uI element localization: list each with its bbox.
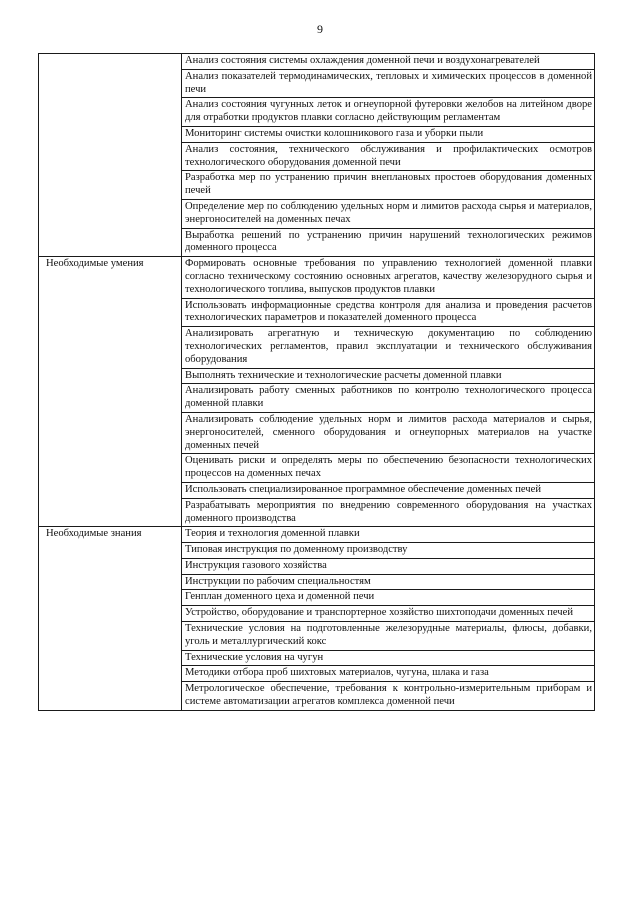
table-row xyxy=(39,412,595,453)
table-row xyxy=(39,171,595,200)
table-row xyxy=(39,527,595,543)
section-label-cell xyxy=(39,98,182,127)
item-cell: Генплан доменного цеха и доменной печи xyxy=(182,590,595,606)
item-cell: Типовая инструкция по доменному производству xyxy=(182,543,595,559)
table-row xyxy=(39,368,595,384)
table-row xyxy=(39,384,595,413)
section-label-cell xyxy=(39,228,182,257)
table-row xyxy=(39,327,595,368)
section-label-cell xyxy=(39,682,182,711)
item-cell: Выполнять технические и технологические расчеты доменной плавки xyxy=(182,368,595,384)
item-cell: Использовать специализированное программное обеспечение доменных печей xyxy=(182,482,595,498)
item-cell: Оценивать риски и определять меры по обеспечению безопасности технологических процессов на доменных печах xyxy=(182,454,595,483)
section-label-cell xyxy=(39,412,182,453)
section-label-cell xyxy=(39,574,182,590)
section-label-cell xyxy=(39,298,182,327)
item-cell: Устройство, оборудование и транспортерное хозяйство шихтоподачи доменных печей xyxy=(182,606,595,622)
item-cell: Методики отбора проб шихтовых материалов, чугуна, шлака и газа xyxy=(182,666,595,682)
table-row xyxy=(39,142,595,171)
section-label-cell xyxy=(39,527,182,543)
section-label: Необходимые знания xyxy=(46,528,142,540)
section-label-cell xyxy=(39,142,182,171)
section-label-cell xyxy=(39,606,182,622)
item-cell: Мониторинг системы очистки колошникового газа и уборки пыли xyxy=(182,126,595,142)
table-row xyxy=(39,126,595,142)
table-row xyxy=(39,574,595,590)
table-row xyxy=(39,228,595,257)
table-row xyxy=(39,558,595,574)
item-cell: Анализ состояния, технического обслуживания и профилактических осмотров технологического оборудования доменной печи xyxy=(182,142,595,171)
section-label-cell xyxy=(39,171,182,200)
section-label-cell xyxy=(39,590,182,606)
requirements-table xyxy=(38,53,595,711)
table-row xyxy=(39,69,595,98)
table-row xyxy=(39,199,595,228)
table-row xyxy=(39,98,595,127)
section-label-cell xyxy=(39,384,182,413)
item-cell: Разрабатывать мероприятия по внедрению современного оборудования на участках доменного производства xyxy=(182,498,595,527)
item-cell: Инструкция газового хозяйства xyxy=(182,558,595,574)
item-cell: Метрологическое обеспечение, требования к контрольно-измерительным приборам и системе автоматизации агрегатов комплекса доменной печи xyxy=(182,682,595,711)
page-number: 9 xyxy=(317,22,323,36)
table-row xyxy=(39,590,595,606)
section-label-cell xyxy=(39,558,182,574)
table-row xyxy=(39,54,595,70)
item-cell: Анализ состояния чугунных леток и огнеупорной футеровки желобов на литейном дворе для отработки продуктов плавки согласно действующим регламентам xyxy=(182,98,595,127)
section-label-cell xyxy=(39,69,182,98)
item-cell: Теория и технология доменной плавки xyxy=(182,527,595,543)
section-label-cell xyxy=(39,257,182,298)
item-cell: Инструкции по рабочим специальностям xyxy=(182,574,595,590)
table-row xyxy=(39,622,595,651)
section-label-cell xyxy=(39,482,182,498)
section-label-cell xyxy=(39,543,182,559)
item-cell: Технические условия на чугун xyxy=(182,650,595,666)
item-cell: Использовать информационные средства контроля для анализа и проведения расчетов технологических параметров и показателей доменного процесса xyxy=(182,298,595,327)
item-cell: Анализировать агрегатную и техническую документацию по соблюдению технологических регламентов, правил эксплуатации и технического обслуживания оборудования xyxy=(182,327,595,368)
section-label-cell xyxy=(39,622,182,651)
section-label-cell xyxy=(39,666,182,682)
table-body xyxy=(39,54,595,711)
item-cell: Выработка решений по устранению причин нарушений технологических режимов доменного процесса xyxy=(182,228,595,257)
item-cell: Анализировать соблюдение удельных норм и лимитов расхода материалов и сырья, энергоносителей, сменного оборудования и огнеупорных материалов на участке доменных печей xyxy=(182,412,595,453)
table-row xyxy=(39,257,595,298)
table-row xyxy=(39,298,595,327)
table-row xyxy=(39,543,595,559)
section-label: Необходимые умения xyxy=(46,258,144,270)
item-cell: Анализ состояния системы охлаждения доменной печи и воздухонагревателей xyxy=(182,54,595,70)
section-label-cell xyxy=(39,126,182,142)
section-label-cell xyxy=(39,327,182,368)
section-label-cell xyxy=(39,368,182,384)
item-cell: Анализировать работу сменных работников по контролю технологического процесса доменной плавки xyxy=(182,384,595,413)
table-row xyxy=(39,482,595,498)
item-cell: Определение мер по соблюдению удельных норм и лимитов расхода сырья и материалов, энергоносителей на доменных печах xyxy=(182,199,595,228)
item-cell: Формировать основные требования по управлению технологией доменной плавки согласно техническому состоянию основных агрегатов, качеству железорудного сырья и технологического топлива, выпусков продуктов плавки xyxy=(182,257,595,298)
section-label-cell xyxy=(39,454,182,483)
table-row xyxy=(39,498,595,527)
section-label-cell xyxy=(39,54,182,70)
table-row xyxy=(39,682,595,711)
table-row xyxy=(39,454,595,483)
item-cell: Разработка мер по устранению причин внеплановых простоев оборудования доменных печей xyxy=(182,171,595,200)
section-label-cell xyxy=(39,199,182,228)
table-row xyxy=(39,666,595,682)
table-row xyxy=(39,606,595,622)
item-cell: Технические условия на подготовленные железорудные материалы, флюсы, добавки, уголь и металлургический кокс xyxy=(182,622,595,651)
section-label-cell xyxy=(39,498,182,527)
section-label-cell xyxy=(39,650,182,666)
item-cell: Анализ показателей термодинамических, тепловых и химических процессов в доменной печи xyxy=(182,69,595,98)
table-row xyxy=(39,650,595,666)
